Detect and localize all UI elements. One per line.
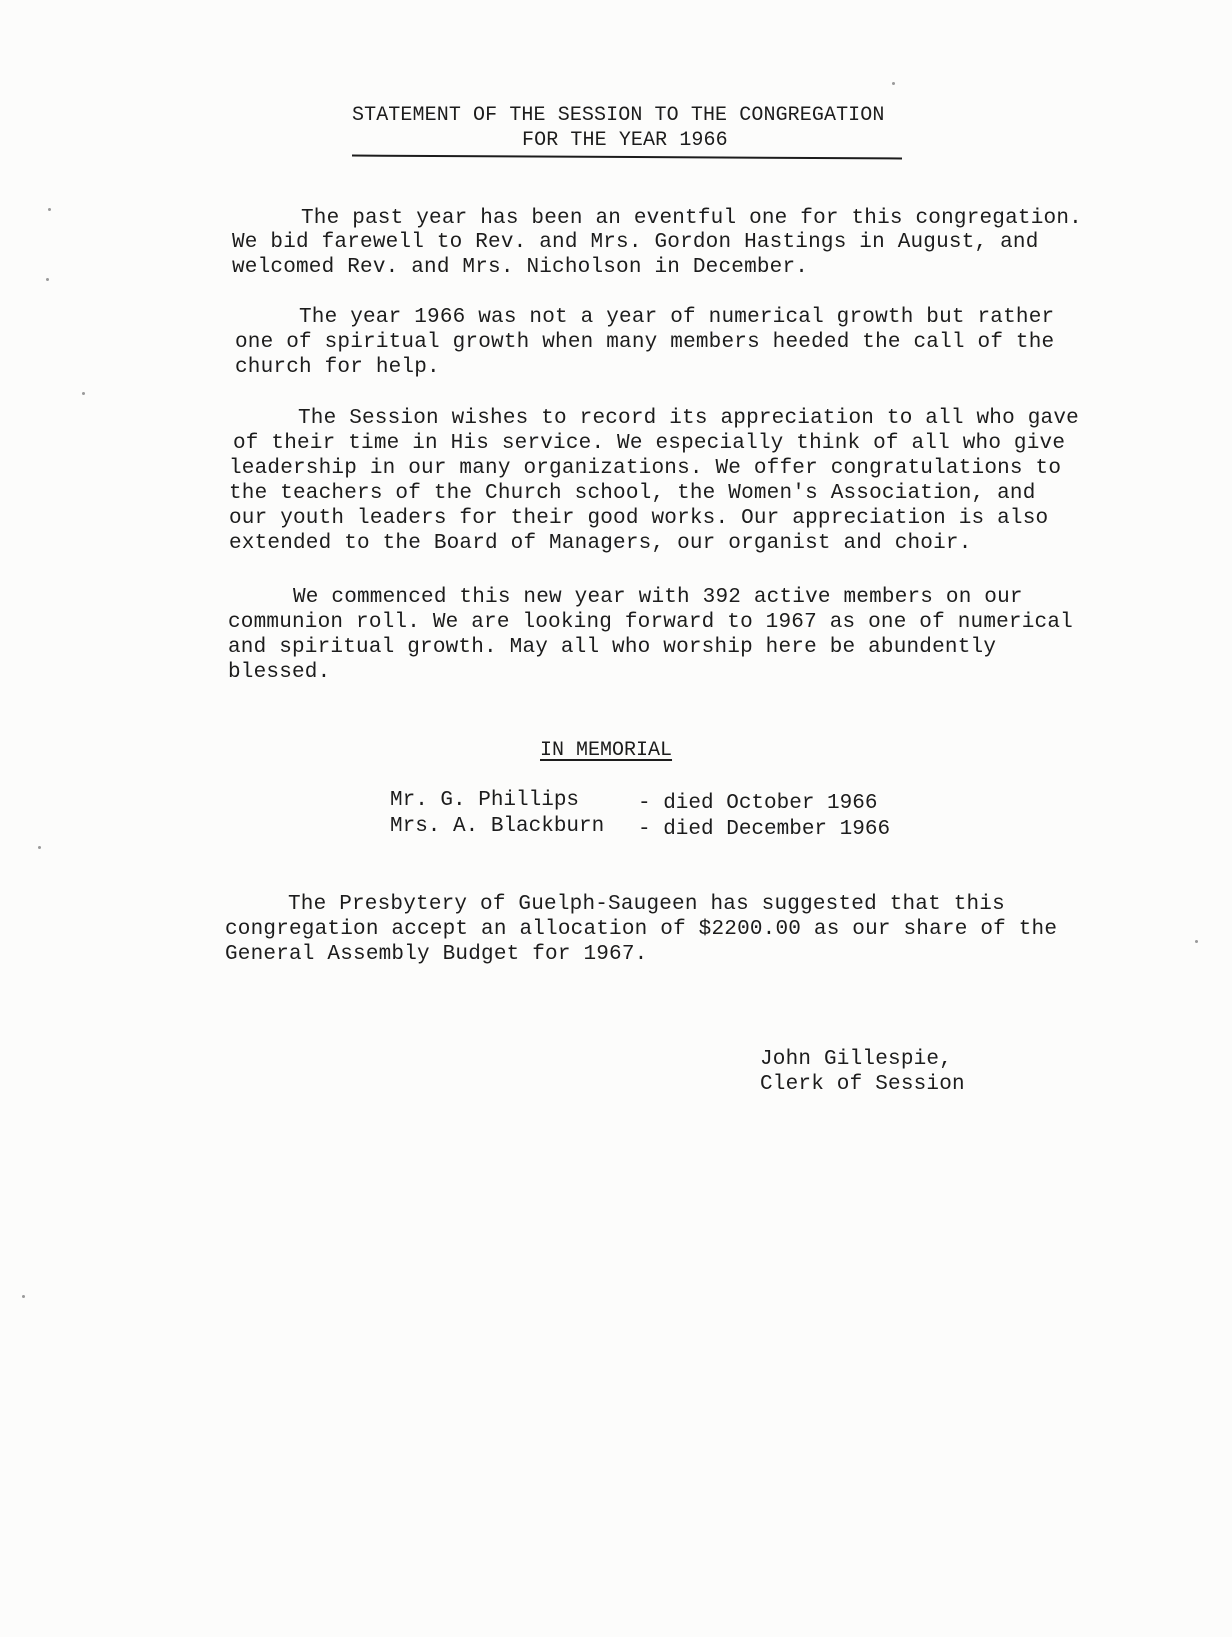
paragraph-line: We bid farewell to Rev. and Mrs. Gordon Hastings in August, and	[232, 231, 1039, 254]
paragraph-line: We commenced this new year with 392 active members on our	[293, 586, 1023, 609]
scan-speck	[22, 1295, 25, 1298]
paragraph-line: The Session wishes to record its appreciation to all who gave	[298, 407, 1079, 430]
paragraph-line: our youth leaders for their good works. Our appreciation is also	[229, 507, 1049, 530]
paragraph-line: The past year has been an eventful one for this congregation.	[301, 207, 1082, 230]
paragraph-line: welcomed Rev. and Mrs. Nicholson in December.	[232, 256, 809, 279]
scan-speck	[48, 208, 51, 211]
paragraph-line: one of spiritual growth when many members heeded the call of the	[235, 331, 1055, 354]
document-title-line-2: FOR THE YEAR 1966	[522, 129, 728, 152]
scan-speck	[38, 846, 41, 849]
signature-role: Clerk of Session	[760, 1073, 965, 1096]
memorial-note: - died October 1966	[638, 792, 878, 815]
paragraph-line: leadership in our many organizations. We offer congratulations to	[229, 457, 1062, 480]
paragraph-line: the teachers of the Church school, the Women's Association, and	[229, 482, 1036, 505]
signature-name: John Gillespie,	[760, 1048, 953, 1071]
title-underline-rule	[352, 155, 902, 160]
memorial-name: Mr. G. Phillips	[390, 789, 580, 812]
document-title-line-1: STATEMENT OF THE SESSION TO THE CONGREGATION	[352, 104, 885, 127]
paragraph-line: and spiritual growth. May all who worship here be abundently	[228, 636, 997, 659]
paragraph-line: The Presbytery of Guelph-Saugeen has suggested that this	[288, 893, 1005, 916]
scan-speck	[1195, 940, 1198, 943]
memorial-note: - died December 1966	[638, 818, 891, 841]
scan-speck	[46, 278, 49, 281]
paragraph-line: congregation accept an allocation of $2200.00 as our share of the	[225, 918, 1058, 941]
paragraph-line: blessed.	[228, 661, 331, 684]
paragraph-line: The year 1966 was not a year of numerical growth but rather	[299, 306, 1055, 329]
paragraph-line: church for help.	[235, 356, 440, 379]
memorial-name: Mrs. A. Blackburn	[390, 815, 605, 838]
scan-speck	[892, 82, 895, 85]
paragraph-line: communion roll. We are looking forward to 1967 as one of numerical	[228, 611, 1073, 634]
memorial-heading: IN MEMORIAL	[540, 739, 673, 762]
paragraph-line: extended to the Board of Managers, our organist and choir.	[229, 532, 972, 555]
paragraph-line: General Assembly Budget for 1967.	[225, 943, 648, 966]
paragraph-line: of their time in His service. We especially think of all who give	[233, 432, 1066, 455]
scan-speck	[82, 392, 85, 395]
